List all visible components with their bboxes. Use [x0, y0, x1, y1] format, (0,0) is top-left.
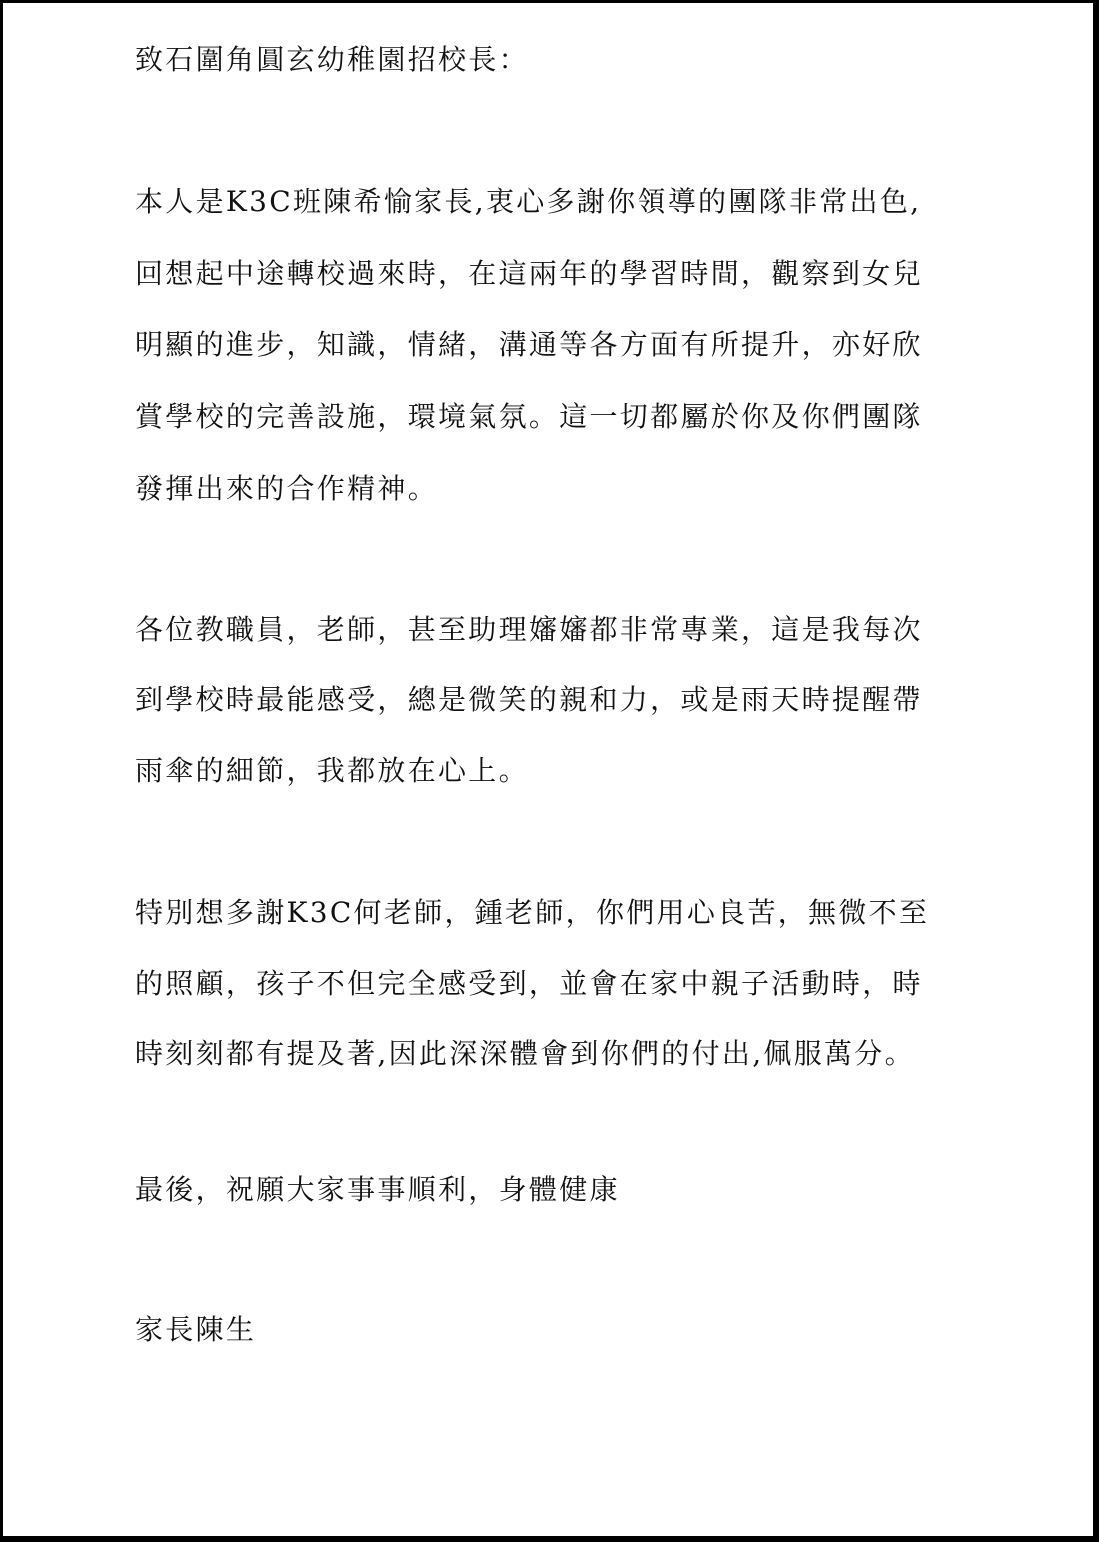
salutation: 致石圍角圓玄幼稚園招校長：: [135, 43, 529, 76]
paragraph-line: 到學校時最能感受，總是微笑的親和力，或是雨天時提醒帶: [135, 683, 923, 716]
closing-wishes: 最後，祝願大家事事順利，身體健康: [135, 1173, 620, 1206]
paragraph-line: 本人是K3C班陳希愉家長,衷心多謝你領導的團隊非常出色,: [135, 185, 922, 218]
paragraph-line: 明顯的進步，知識，情緒，溝通等各方面有所提升，亦好欣: [135, 328, 923, 361]
paragraph-line: 回想起中途轉校過來時，在這兩年的學習時間，觀察到女兒: [135, 257, 923, 290]
paragraph-line: 發揮出來的合作精神。: [135, 472, 439, 505]
paragraph-line: 的照顧，孩子不但完全感受到，並會在家中親子活動時，時: [135, 967, 923, 1000]
paragraph-line: 時刻刻都有提及著,因此深深體會到你們的付出,佩服萬分。: [135, 1037, 915, 1070]
paragraph-line: 賞學校的完善設施，環境氣氛。這一切都屬於你及你們團隊: [135, 400, 923, 433]
paragraph-line: 雨傘的細節，我都放在心上。: [135, 754, 529, 787]
paragraph-line: 各位教職員，老師，甚至助理嬸嬸都非常專業，這是我每次: [135, 613, 923, 646]
paragraph-line: 特別想多謝K3C何老師，鍾老師，你們用心良苦，無微不至: [135, 896, 930, 929]
signature: 家長陳生: [135, 1313, 257, 1346]
